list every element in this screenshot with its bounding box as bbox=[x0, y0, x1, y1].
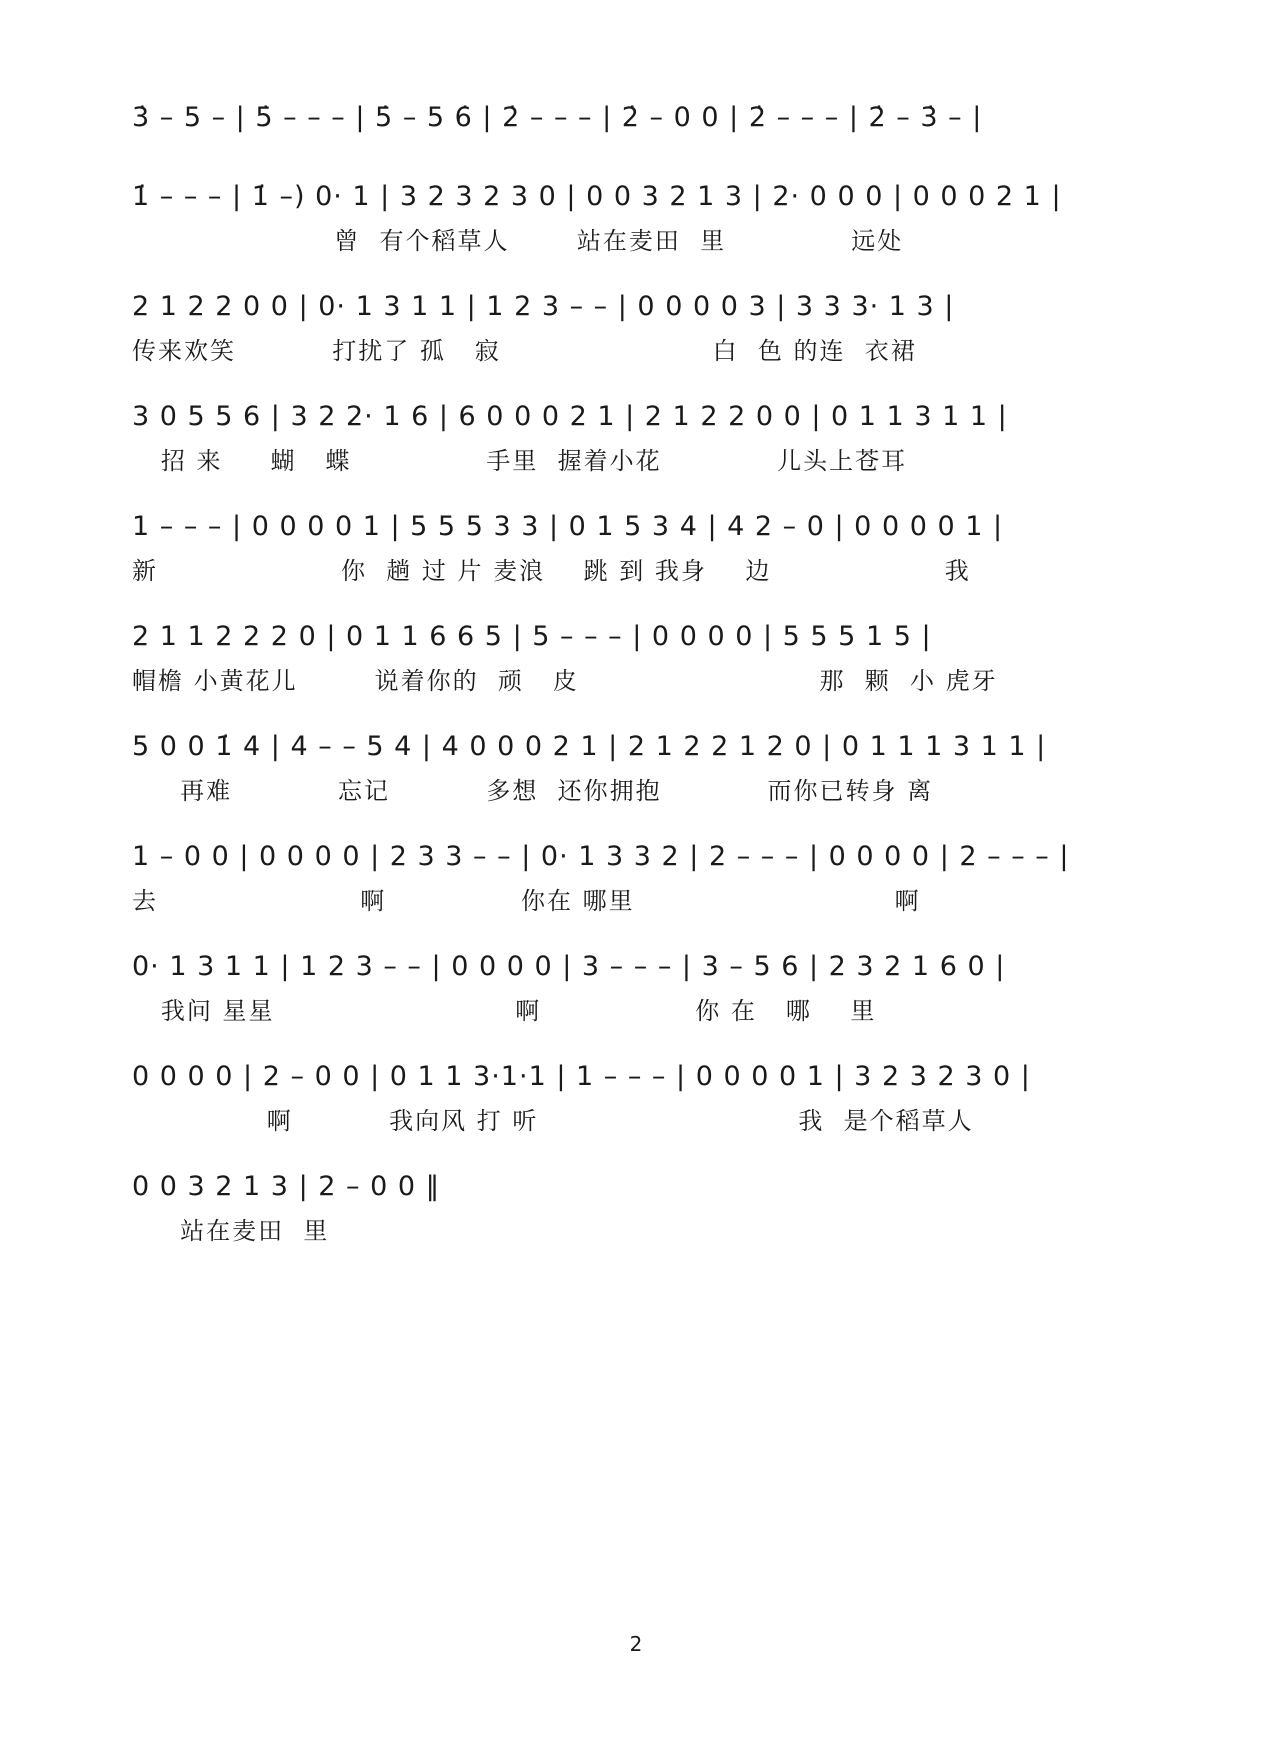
page-number: 2 bbox=[629, 1632, 643, 1656]
notation: 0· 1 3 1 1 | 1 2 3 – – | 0 0 0 0 | 3 – – – | 3 – 5 6 | 2 3 2 1 6 0 | bbox=[132, 951, 1006, 982]
lyrics: 传来欢笑 打扰了 孤 寂 白 色 的连 衣裙 bbox=[132, 337, 917, 365]
lyrics: 去 啊 你在 哪里 啊 bbox=[132, 887, 921, 915]
score-line-8 bbox=[0, 841, 1272, 951]
notation: 2 1 1 2 2 2 0 | 0 1 1 6 6 5 | 5 – – – | 0 0 0 0 | 5 5 5 1 5 | bbox=[132, 621, 932, 652]
lyrics: 招 来 蝴 蝶 手里 握着小花 儿头上苍耳 bbox=[132, 447, 908, 475]
notation: 3 0 5 5 6 | 3 2 2· 1 6 | 6 0 0 0 2 1 | 2 1 2 2 0 0 | 0 1 1 3 1 1 | bbox=[132, 401, 1008, 432]
score-line-5 bbox=[0, 511, 1272, 621]
notation: 2 1 2 2 0 0 | 0· 1 3 1 1 | 1 2 3 – – | 0 0 0 0 3 | 3 3 3· 1 3 | bbox=[132, 291, 955, 322]
score-line-10 bbox=[0, 1061, 1272, 1171]
lyrics: 啊 我向风 打 听 我 是个稻草人 bbox=[132, 1107, 974, 1135]
lyrics: 新 你 趟 过 片 麦浪 跳 到 我身 边 我 bbox=[132, 557, 971, 585]
notation: 1 – 0 0 | 0 0 0 0 | 2 3 3 – – | 0· 1 3 3 2 | 2 – – – | 0 0 0 0 | 2 – – – | bbox=[132, 841, 1070, 872]
score-line-9 bbox=[0, 951, 1272, 1061]
lyrics: 再难 忘记 多想 还你拥抱 而你已转身 离 bbox=[132, 777, 934, 805]
lyrics: 曾 有个稻草人 站在麦田 里 远处 bbox=[132, 227, 904, 255]
notation: 5 0 0 1̇ 4 | 4 – – 5 4 | 4 0 0 0 2 1 | 2 1 2 2 1 2 0 | 0 1 1 1 3 1 1 | bbox=[132, 731, 1047, 762]
notation: 1 – – – | 0 0 0 0 1 | 5 5 5 3 3 | 0 1 5 3 4 | 4 2 – 0 | 0 0 0 0 1 | bbox=[132, 511, 1004, 542]
notation: 0 0 3 2 1 3 | 2 – 0 0 ‖ bbox=[132, 1171, 441, 1202]
score-line-11 bbox=[0, 1171, 1272, 1281]
score-line-4 bbox=[0, 401, 1272, 511]
lyrics: 站在麦田 里 bbox=[132, 1217, 330, 1245]
notation: 1̇ – – – | 1̇ –) 0· 1 | 3 2 3 2 3 0 | 0 0 3 2 1 3 | 2· 0 0 0 | 0 0 0 2 1 | bbox=[132, 181, 1062, 212]
score-line-7 bbox=[0, 731, 1272, 841]
score-line-6 bbox=[0, 621, 1272, 731]
notation: 3̇ – 5 – | 5̇ – – – | 5̇ – 5 6̇ | 2̇ – – – | 2̇ – 0 0 | 2̇ – – – | 2̇ – 3̇ – | bbox=[132, 102, 983, 133]
score-line-2 bbox=[0, 181, 1272, 291]
score-line-3 bbox=[0, 291, 1272, 401]
notation: 0 0 0 0 | 2 – 0 0 | 0 1 1 3·1·1 | 1 – – – | 0 0 0 0 1 | 3 2 3 2 3 0 | bbox=[132, 1061, 1031, 1092]
lyrics: 我问 星星 啊 你 在 哪 里 bbox=[132, 997, 877, 1025]
lyrics: 帽檐 小黄花儿 说着你的 顽 皮 那 颗 小 虎牙 bbox=[132, 667, 998, 695]
